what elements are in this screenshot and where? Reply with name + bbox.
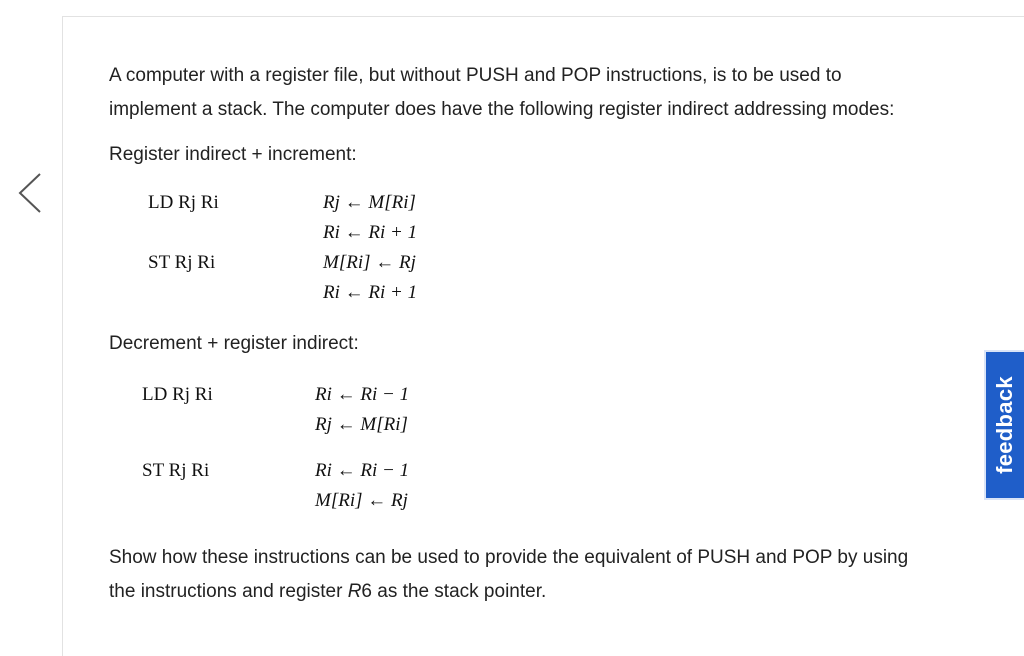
feedback-label: feedback xyxy=(992,376,1017,474)
mode1-st-op2: Ri ← Ri + 1 xyxy=(323,282,418,303)
task-line-2 xyxy=(109,575,546,609)
task-line-1: Show how these instructions can be used to provide the equivalent of PUSH and POP by using xyxy=(109,547,909,568)
chevron-left-icon xyxy=(14,170,46,216)
mode1-ld-op2: Ri ← Ri + 1 xyxy=(323,222,418,243)
mode2-ld-op2: Rj ← M[Ri] xyxy=(315,414,408,435)
feedback-button[interactable] xyxy=(984,350,1024,500)
intro-line-1: A computer with a register file, but without PUSH and POP instructions, is to be used to xyxy=(109,65,842,86)
task-line-2-post: 6 as the stack pointer. xyxy=(361,581,547,602)
mode1-label: Register indirect + increment: xyxy=(109,144,357,165)
mode2-ld-op1: Ri ← Ri − 1 xyxy=(315,384,410,405)
mode1-st-op1: M[Ri] ← Rj xyxy=(323,252,416,273)
mode1-ld-op1: Rj ← M[Ri] xyxy=(323,192,416,213)
mode2-label: Decrement + register indirect: xyxy=(109,333,359,354)
mode2-st-op1: Ri ← Ri − 1 xyxy=(315,460,410,481)
previous-button[interactable] xyxy=(14,170,46,216)
task-line-2-pre: the instructions and register xyxy=(109,581,348,602)
mode2-st-op2: M[Ri] ← Rj xyxy=(315,490,408,511)
mode2-instr-ld: LD Rj Ri xyxy=(142,384,213,405)
intro-line-2: implement a stack. The computer does have the following register indirect addressing modes: xyxy=(109,99,895,120)
mode1-instr-ld: LD Rj Ri xyxy=(148,192,219,213)
task-register: R xyxy=(347,581,362,602)
mode1-instr-st: ST Rj Ri xyxy=(148,252,216,273)
mode2-instr-st: ST Rj Ri xyxy=(142,460,210,481)
